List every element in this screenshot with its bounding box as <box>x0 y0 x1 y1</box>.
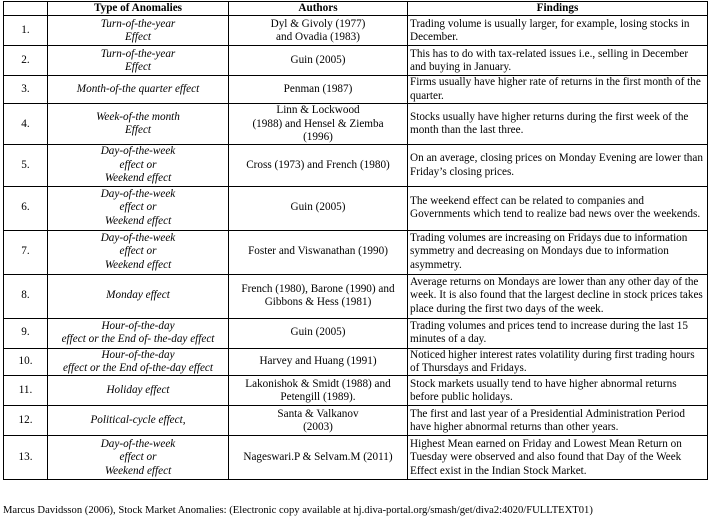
row-number: 7. <box>4 230 48 274</box>
row-number: 3. <box>4 76 48 104</box>
anomaly-type-line: Weekend effect <box>104 172 172 185</box>
anomaly-type-line: Political-cycle effect, <box>90 414 186 427</box>
anomaly-type-cell <box>48 318 229 348</box>
anomaly-type-cell <box>48 186 229 230</box>
authors-line: Nageswari.P & Selvam.M (2011) <box>243 451 393 464</box>
anomaly-type-cell <box>48 348 229 376</box>
authors-line: French (1980), Barone (1990) and <box>241 282 395 295</box>
findings-cell: Stock markets usually tend to have higher abnormal returns before public holidays. <box>408 376 708 406</box>
anomaly-type-cell <box>48 104 229 145</box>
table-row <box>4 406 708 436</box>
anomaly-type-line: Effect <box>124 60 152 73</box>
findings-cell: Highest Mean earned on Friday and Lowest Mean Return on Tuesday were observed and also found that Day of the Week Effect exist in the Indian Stock Market. <box>408 436 708 480</box>
anomaly-type-line: Week-of-the month <box>96 110 180 123</box>
row-number: 11. <box>4 376 48 406</box>
row-number: 2. <box>4 46 48 76</box>
authors-cell <box>229 274 408 318</box>
authors-cell <box>229 104 408 145</box>
anomaly-type-cell <box>48 16 229 46</box>
findings-cell: Trading volumes and prices tend to increase during the last 15 minutes of a day. <box>408 318 708 348</box>
row-number: 6. <box>4 186 48 230</box>
authors-line: Gibbons & Hess (1981) <box>264 296 372 309</box>
anomaly-type-cell <box>48 376 229 406</box>
authors-line: and Ovadia (1983) <box>276 30 360 43</box>
anomaly-type-line: effect or <box>119 158 157 171</box>
table-header-row <box>4 2 708 16</box>
authors-line: Lakonishok & Smidt (1988) and <box>245 377 391 390</box>
authors-line: Santa & Valkanov <box>277 407 359 420</box>
authors-cell <box>229 186 408 230</box>
row-number: 8. <box>4 274 48 318</box>
table-row <box>4 104 708 145</box>
anomaly-type-line: Day-of-the-week <box>100 188 176 201</box>
header-findings: Findings <box>408 2 708 16</box>
anomaly-type-line: Weekend effect <box>104 214 172 227</box>
table-row <box>4 230 708 274</box>
anomaly-type-line: Day-of-the-week <box>100 437 176 450</box>
authors-cell <box>229 76 408 104</box>
table-row <box>4 145 708 186</box>
table-row <box>4 186 708 230</box>
table-row <box>4 376 708 406</box>
anomaly-type-line: Effect <box>124 30 152 43</box>
authors-cell <box>229 318 408 348</box>
authors-cell <box>229 406 408 436</box>
anomaly-type-cell <box>48 406 229 436</box>
authors-line: Foster and Viswanathan (1990) <box>248 245 388 258</box>
findings-cell: This has to do with tax-related issues i.e., selling in December and buying in January. <box>408 46 708 76</box>
authors-cell <box>229 436 408 480</box>
anomaly-type-line: Day-of-the-week <box>100 145 176 158</box>
header-authors: Authors <box>229 2 408 16</box>
anomaly-type-line: Weekend effect <box>104 258 172 271</box>
row-number: 5. <box>4 145 48 186</box>
anomaly-type-line: Effect <box>124 124 152 137</box>
anomaly-type-line: Day-of-the-week <box>100 232 176 245</box>
anomaly-type-line: Weekend effect <box>104 464 172 477</box>
authors-line: Cross (1973) and French (1980) <box>246 158 390 171</box>
header-number <box>4 2 48 16</box>
anomaly-type-line: Hour-of-the-day <box>101 348 175 361</box>
anomaly-type-line: effect or the End of-the-day effect <box>62 362 214 375</box>
table-row <box>4 16 708 46</box>
anomaly-type-line: Turn-of-the-year <box>100 17 176 30</box>
row-number: 12. <box>4 406 48 436</box>
authors-cell <box>229 230 408 274</box>
anomaly-type-line: effect or the End of- the-day effect <box>61 333 215 346</box>
findings-cell: On an average, closing prices on Monday Evening are lower than Friday’s closing prices. <box>408 145 708 186</box>
anomaly-type-line: Month-of-the quarter effect <box>76 83 200 96</box>
anomaly-type-line: effect or <box>119 451 157 464</box>
table-row <box>4 46 708 76</box>
findings-cell: The weekend effect can be related to companies and Governments which tend to realize bad news over the weekends. <box>408 186 708 230</box>
anomaly-type-line: Monday effect <box>106 289 170 302</box>
anomaly-type-line: effect or <box>119 201 157 214</box>
table-row <box>4 318 708 348</box>
anomaly-type-line: Hour-of-the-day <box>101 319 175 332</box>
authors-cell <box>229 16 408 46</box>
findings-cell: Trading volumes are increasing on Fridays due to information symmetry and decreasing on Mondays due to information asymmetry. <box>408 230 708 274</box>
authors-line: Petengill (1989). <box>280 390 356 403</box>
findings-cell: Firms usually have higher rate of returns in the first month of the quarter. <box>408 76 708 104</box>
table-body <box>4 16 708 480</box>
table-row <box>4 436 708 480</box>
anomaly-type-cell <box>48 274 229 318</box>
authors-line: Guin (2005) <box>290 201 346 214</box>
row-number: 1. <box>4 16 48 46</box>
findings-cell: Noticed higher interest rates volatility during first trading hours of Thursdays and Fridays. <box>408 348 708 376</box>
authors-cell <box>229 46 408 76</box>
row-number: 10. <box>4 348 48 376</box>
anomalies-table <box>3 1 708 480</box>
row-number: 4. <box>4 104 48 145</box>
findings-cell: Average returns on Mondays are lower than any other day of the week. It is also found that the largest decline in stock prices takes place during the first two days of the week. <box>408 274 708 318</box>
anomaly-type-line: effect or <box>119 245 157 258</box>
source-citation: Marcus Davidsson (2006), Stock Market Anomalies: (Electronic copy available at hj.diva-portal.org/smash/get/diva2:4020/FULLTEXT01) <box>3 505 593 516</box>
row-number: 9. <box>4 318 48 348</box>
anomaly-type-cell <box>48 46 229 76</box>
row-number: 13. <box>4 436 48 480</box>
authors-line: Harvey and Huang (1991) <box>259 355 377 368</box>
findings-cell: The first and last year of a Presidential Administration Period have higher abnormal returns than other years. <box>408 406 708 436</box>
authors-line: Guin (2005) <box>290 326 346 339</box>
authors-line: Penman (1987) <box>283 83 353 96</box>
authors-line: Dyl & Givoly (1977) <box>270 17 366 30</box>
anomaly-type-cell <box>48 230 229 274</box>
anomaly-type-cell <box>48 436 229 480</box>
anomaly-type-line: Turn-of-the-year <box>100 47 176 60</box>
authors-line: (1988) and Hensel & Ziemba <box>252 117 384 130</box>
authors-cell <box>229 376 408 406</box>
table-row <box>4 348 708 376</box>
anomaly-type-cell <box>48 145 229 186</box>
findings-cell: Trading volume is usually larger, for example, losing stocks in December. <box>408 16 708 46</box>
authors-line: (2003) <box>303 420 333 433</box>
table-row <box>4 76 708 104</box>
anomaly-type-cell <box>48 76 229 104</box>
authors-cell <box>229 145 408 186</box>
header-type: Type of Anomalies <box>48 2 229 16</box>
table-row <box>4 274 708 318</box>
authors-line: Linn & Lockwood <box>276 104 360 117</box>
authors-line: Guin (2005) <box>290 54 346 67</box>
authors-line: (1996) <box>303 131 333 144</box>
findings-cell: Stocks usually have higher returns during the first week of the month than the last three. <box>408 104 708 145</box>
authors-cell <box>229 348 408 376</box>
anomaly-type-line: Holiday effect <box>106 384 170 397</box>
